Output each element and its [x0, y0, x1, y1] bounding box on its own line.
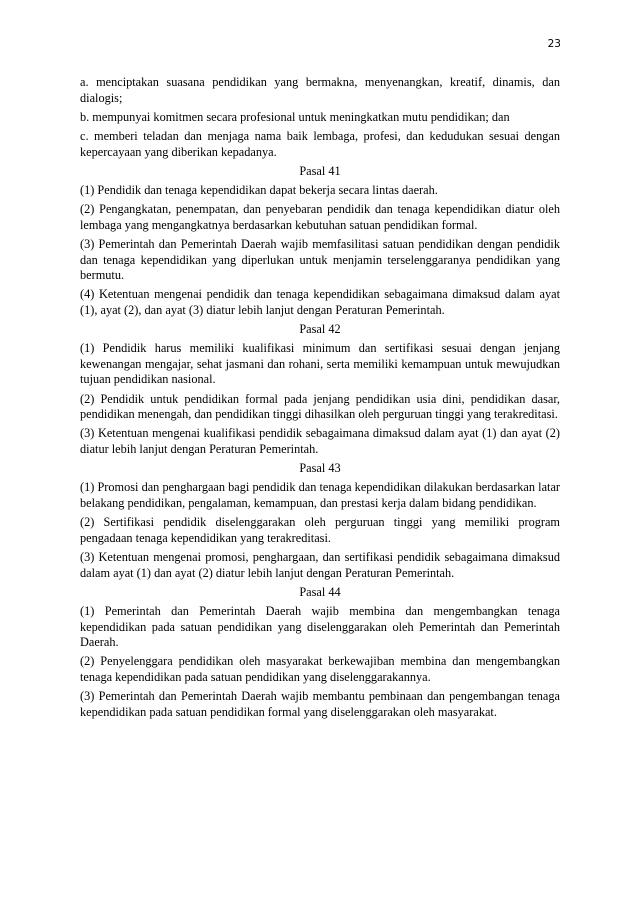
article-42-clause-1: (1) Pendidik harus memiliki kualifikasi minimum dan sertifikasi sesuai dengan jenjang kewenangan mengajar, sehat jasmani dan rohani, serta memiliki kemampuan untuk mewujudkan tujuan pendidikan nasional.: [80, 341, 560, 387]
article-41-clause-3: (3) Pemerintah dan Pemerintah Daerah wajib memfasilitasi satuan pendidikan dengan pendidik dan tenaga kependidikan yang diperlukan untuk menjamin terselenggaranya pendidikan yang bermutu.: [80, 236, 560, 283]
list-item-a: a. menciptakan suasana pendidikan yang bermakna, menyenangkan, kreatif, dinamis, dan dialogis;: [80, 75, 560, 105]
article-44-clause-3: (3) Pemerintah dan Pemerintah Daerah wajib membantu pembinaan dan pengembangan tenaga kependidikan pada satuan pendidikan formal yang diselenggarakan oleh masyarakat.: [80, 689, 560, 719]
article-heading-43: Pasal 43: [299, 461, 341, 476]
page-number: 23: [547, 38, 561, 50]
article-42-clause-2: (2) Pendidik untuk pendidikan formal pada jenjang pendidikan usia dini, pendidikan dasar, pendidikan menengah, dan pendidikan tinggi dihasilkan oleh perguruan tinggi yang terakreditasi.: [80, 391, 560, 422]
list-item-c: c. memberi teladan dan menjaga nama baik lembaga, profesi, dan kedudukan sesuai dengan kepercayaan yang diberikan kepadanya.: [80, 128, 560, 159]
article-43-clause-3: (3) Ketentuan mengenai promosi, penghargaan, dan sertifikasi pendidik sebagaimana dimaksud dalam ayat (1) dan ayat (2) diatur lebih lanjut dengan Peraturan Pemerintah.: [80, 549, 560, 580]
article-heading-41: Pasal 41: [299, 163, 341, 178]
article-heading-42: Pasal 42: [299, 322, 341, 337]
article-heading-44: Pasal 44: [299, 584, 341, 599]
article-41-clause-4: (4) Ketentuan mengenai pendidik dan tenaga kependidikan sebagaimana dimaksud dalam ayat (1), ayat (2), dan ayat (3) diatur lebih lanjut dengan Peraturan Pemerintah.: [80, 287, 560, 317]
article-42-clause-3: (3) Ketentuan mengenai kualifikasi pendidik sebagaimana dimaksud dalam ayat (1) dan ayat (2) diatur lebih lanjut dengan Peraturan Pemerintah.: [80, 426, 560, 456]
article-41-clause-2: (2) Pengangkatan, penempatan, dan penyebaran pendidik dan tenaga kependidikan diatur oleh lembaga yang mengangkatnya berdasarkan kebutuhan satuan pendidikan formal.: [80, 202, 560, 232]
article-43-clause-2: (2) Sertifikasi pendidik diselenggarakan oleh perguruan tinggi yang memiliki program pengadaan tenaga kependidikan yang terakreditasi.: [80, 515, 560, 545]
article-41-clause-1: (1) Pendidik dan tenaga kependidikan dapat bekerja secara lintas daerah.: [80, 182, 438, 197]
document-body: [80, 75, 560, 724]
list-item-b: b. mempunyai komitmen secara profesional untuk meningkatkan mutu pendidikan; dan: [80, 109, 510, 124]
article-44-clause-1: (1) Pemerintah dan Pemerintah Daerah wajib membina dan mengembangkan tenaga kependidikan pada satuan pendidikan yang diselenggarakan oleh Pemerintah dan Pemerintah Daerah.: [80, 603, 560, 650]
article-43-clause-1: (1) Promosi dan penghargaan bagi pendidik dan tenaga kependidikan dilakukan berdasarkan latar belakang pendidikan, pengalaman, kemampuan, dan prestasi kerja dalam bidang pendidikan.: [80, 480, 560, 510]
article-44-clause-2: (2) Penyelenggara pendidikan oleh masyarakat berkewajiban membina dan mengembangkan tenaga kependidikan pada satuan pendidikan yang diselenggarakannya.: [80, 654, 560, 684]
